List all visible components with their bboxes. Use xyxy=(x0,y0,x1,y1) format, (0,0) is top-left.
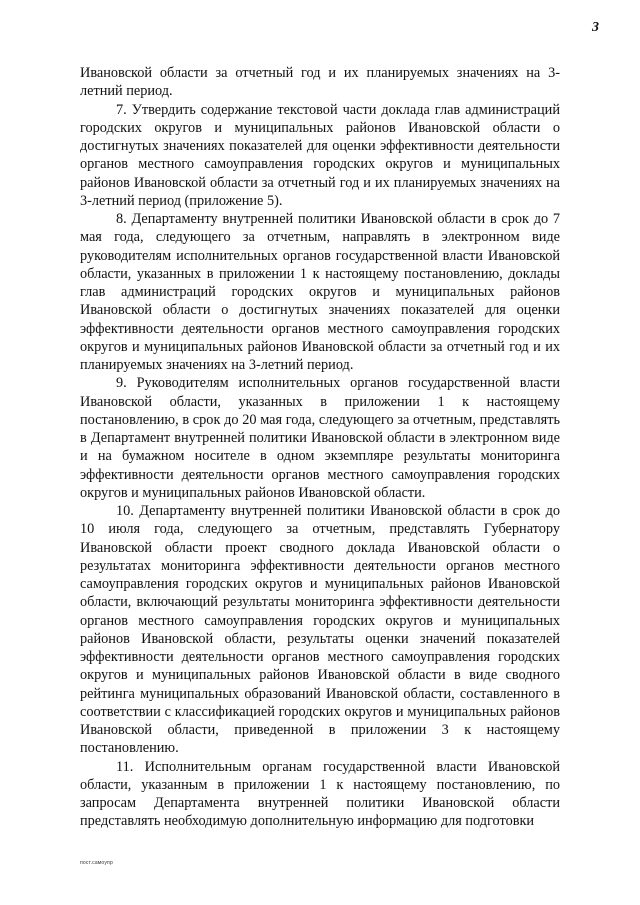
document-body xyxy=(80,64,560,831)
paragraph-8: 8. Департаменту внутренней политики Ивановской области в срок до 7 мая года, следующего за отчетным, направлять в электронном виде руководителям исполнительных органов государственной власти Ивановской области, указанных в приложении 1 к настоящему постановлению, доклады глав администраций городских округов и муниципальных районов Ивановской области о достигнутых значениях показателей для оценки эффективности деятельности органов местного самоуправления городских округов и муниципальных районов Ивановской области за отчетный год и их планируемых значениях на 3-летний период. xyxy=(80,211,560,373)
footer-file-code: пост.самоупр xyxy=(80,860,113,866)
paragraph-7: 7. Утвердить содержание текстовой части доклада глав администраций городских округов и муниципальных районов Ивановской области о достигнутых значениях показателей для оценки эффективности деятельности органов местного самоуправления городских округов и муниципальных районов Ивановской области за отчетный год и их планируемых значениях на 3-летний период (приложение 5). xyxy=(80,101,560,209)
paragraph-11: 11. Исполнительным органам государственной власти Ивановской области, указанным в приложении 1 к настоящему постановлению, по запросам Департамента внутренней политики Ивановской области представлять необходимую дополнительную информацию для подготовки xyxy=(80,758,560,830)
paragraph-10: 10. Департаменту внутренней политики Ивановской области в срок до 10 июля года, следующего за отчетным, представлять Губернатору Ивановской области проект сводного доклада Ивановской области о результатах мониторинга эффективности деятельности органов местного самоуправления городских округов и муниципальных районов Ивановской области, включающий результаты мониторинга эффективности деятельности органов местного самоуправления городских округов и муниципальных районов Ивановской области, результаты оценки значений показателей эффективности деятельности органов местного самоуправления городских округов и муниципальных районов Ивановской области в виде сводного рейтинга муниципальных образований Ивановской области, составленного в соответствии с классификацией городских округов и муниципальных районов Ивановской области, приведенной в приложении 3 к настоящему постановлению. xyxy=(80,503,560,757)
paragraph-9: 9. Руководителям исполнительных органов государственной власти Ивановской области, указанных в приложении 1 к настоящему постановлению, в срок до 20 мая года, следующего за отчетным, представлять в Департамент внутренней политики Ивановской области в электронном виде и на бумажном носителе в одном экземпляре результаты мониторинга эффективности деятельности органов местного самоуправления городских округов и муниципальных районов Ивановской области. xyxy=(80,375,560,501)
page-number: 3 xyxy=(592,20,599,35)
paragraph-continuation: Ивановской области за отчетный год и их планируемых значениях на 3-летний период. xyxy=(80,65,560,100)
